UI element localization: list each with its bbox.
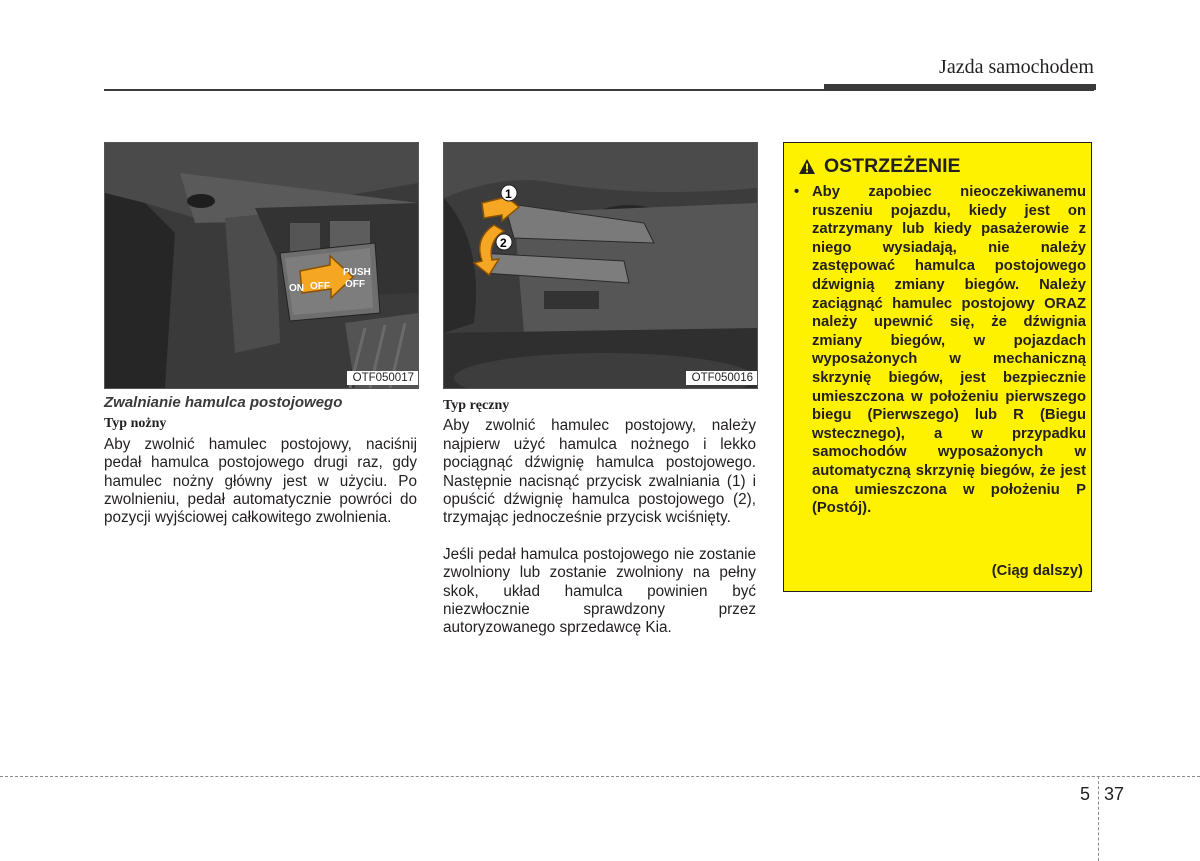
subheading-hand-type: Typ ręczny [443,398,510,413]
figure-caption: OTF050016 [686,371,757,385]
figure-marker-2: 2 [500,236,507,250]
warning-bullet: • [794,184,800,200]
pedal-label-on: ON [289,283,304,294]
figure-caption: OTF050017 [347,371,418,385]
warning-body [794,183,1086,518]
page-header-title: Jazda samochodem [939,56,1094,78]
warning-box [783,142,1092,592]
subheading-foot-type: Typ nożny [104,416,167,432]
pedal-label-push: PUSH [343,267,371,278]
warning-item [794,183,1086,518]
footer-dashed-rule [0,776,1200,777]
figure-hand-lever [443,142,758,389]
pedal-label-off-2: OFF [345,279,365,290]
section-number: 5 [1080,784,1091,804]
section-heading: Zwalnianie hamulca postojowego [104,394,343,411]
figure-marker-1: 1 [505,187,512,201]
paragraph-foot-release: Aby zwolnić hamulec postojowy, naciśnij pedał hamulca postojowego drugi raz, gdy hamulec nożny główny jest w użyciu. Po zwolnieniu, pedał automatycznie powróci do pozycji wyjściowej całkowitego zwolnienia. [104,435,417,527]
warning-title [798,155,961,178]
header-rule-thick [824,84,1096,90]
warning-title-text: OSTRZEŻENIE [824,155,961,177]
middle-text-column [443,397,756,638]
paragraph-hand-release: Aby zwolnić hamulec postojowy, należy najpierw użyć hamulca nożnego i lekko pociągnąć dźwignię hamulca postojowego. Następnie nacisnąć przycisk zwalniania (1) i opuścić dźwignię hamulca postojowego (2), trzymając jednocześnie przycisk wciśnięty. [443,417,756,527]
warning-triangle-icon [798,158,816,175]
warning-continued: (Ciąg dalszy) [991,563,1083,579]
warning-text: Aby zapobiec nieoczekiwanemu ruszeniu pojazdu, kiedy jest on zatrzymany lub kiedy pasażerowie z niego wysiadają, nie należy zastępować hamulca postojowego dźwignią zmiany biegów. Należy zaciągnąć hamulec postojowy ORAZ należy upewnić się, że dźwignia zmiany biegów, w pojazdach wyposażonych w mechaniczną skrzynię biegów, jest bezpiecznie umieszczona w położeniu pierwszego biegu (Pierwszego) lub R (Biegu wstecznego), a w przypadku samochodów wyposażonych w automatyczną skrzynię biegów, że jest ona umieszczona w położeniu P (Postój). [812,184,1086,517]
left-text-column [104,394,417,528]
paragraph-inspection: Jeśli pedał hamulca postojowego nie zostanie zwolniony lub zostanie zwolniony na pełny skok, układ hamulca powinien być niezwłocznie sprawdzony przez autoryzowanego sprzedawcę Kia. [443,545,756,637]
page-number: 37 [1104,784,1125,804]
pedal-label-off: OFF [310,281,330,292]
figure-foot-pedal [104,142,419,389]
footer-vertical-rule [1098,776,1099,861]
